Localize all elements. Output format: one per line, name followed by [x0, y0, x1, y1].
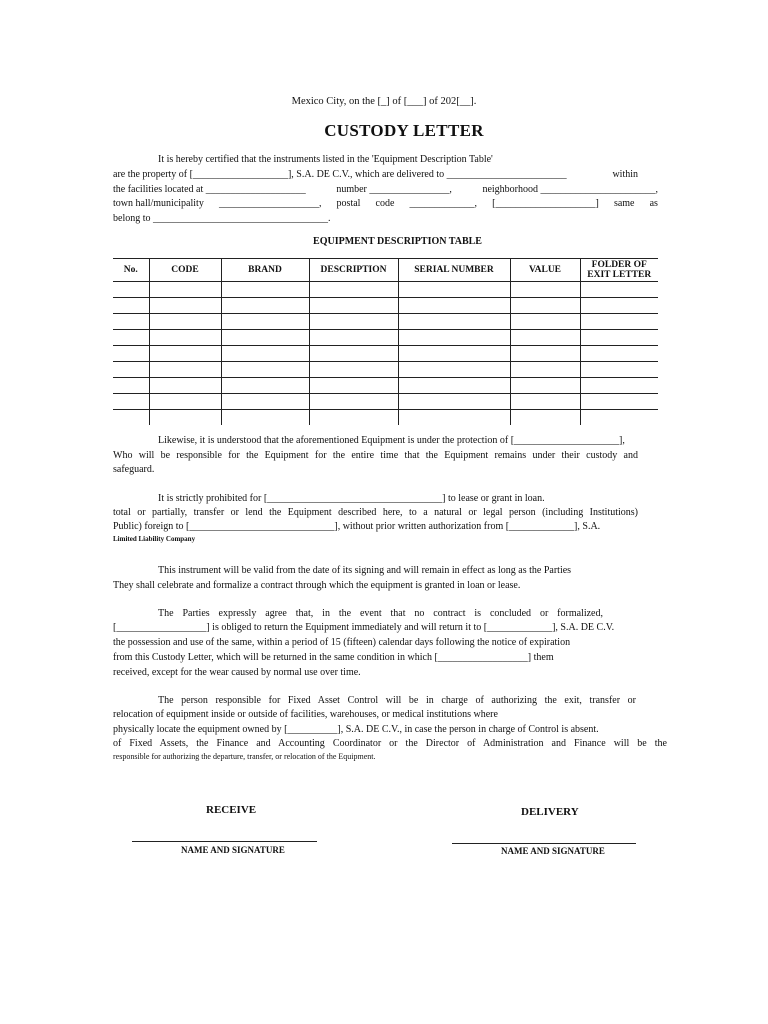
return-line-4: from this Custody Letter, which will be returned in the same condition in which [__________________] them	[113, 652, 554, 663]
table-cell	[510, 330, 580, 346]
table-row	[113, 282, 658, 298]
protection-line-1: Likewise, it is understood that the aforementioned Equipment is under the protection of [_____________________],	[158, 435, 625, 446]
intro-line-4-f: [____________________]	[492, 198, 599, 209]
limited-liability-note: Limited Liability Company	[113, 535, 196, 543]
table-cell	[510, 362, 580, 378]
table-cell	[221, 330, 309, 346]
intro-line-4-a: town hall/municipality	[113, 198, 204, 209]
table-cell	[309, 330, 398, 346]
table-cell	[398, 394, 510, 410]
table-cell	[398, 282, 510, 298]
table-cell	[580, 298, 658, 314]
table-cell	[221, 346, 309, 362]
table-cell	[398, 378, 510, 394]
intro-line-2	[113, 168, 638, 181]
intro-line-4-e: _____________,	[409, 198, 478, 209]
table-cell	[309, 410, 398, 426]
table-cell	[149, 394, 221, 410]
table-row	[113, 314, 658, 330]
table-cell	[580, 330, 658, 346]
header-description: DESCRIPTION	[309, 259, 398, 282]
intro-line-4-c: postal	[336, 198, 361, 209]
header-folder: FOLDER OF EXIT LETTER	[580, 259, 658, 282]
header-value: VALUE	[510, 259, 580, 282]
table-cell	[221, 298, 309, 314]
table-body	[113, 282, 658, 426]
table-row	[113, 330, 658, 346]
prohibition-line-2: total or partially, transfer or lend the Equipment described here, to a natural or legal person (including Institutions)	[113, 507, 638, 518]
table-cell	[580, 314, 658, 330]
protection-line-3: safeguard.	[113, 464, 155, 475]
intro-line-4	[113, 197, 658, 210]
control-line-3: physically locate the equipment owned by [__________], S.A. DE C.V., in case the person in charge of Control is absent.	[113, 724, 599, 735]
table-cell	[580, 410, 658, 426]
table-cell	[149, 362, 221, 378]
table-cell	[510, 282, 580, 298]
table-cell	[149, 346, 221, 362]
intro-line-5: belong to ___________________________________.	[113, 213, 331, 224]
receive-signature-line	[132, 841, 317, 842]
return-line-2: [__________________] is obliged to return the Equipment immediately and will return it to [_____________], S.A. DE C.V.	[113, 622, 615, 633]
table-row	[113, 394, 658, 410]
table-cell	[580, 394, 658, 410]
intro-line-4-b: ____________________,	[218, 198, 322, 209]
table-cell	[113, 282, 149, 298]
return-line-3: the possession and use of the same, within a period of 15 (fifteen) calendar days following the notice of expiration	[113, 637, 571, 648]
intro-line-3-c: neighborhood _______________________,	[482, 184, 658, 195]
table-cell	[510, 298, 580, 314]
table-cell	[149, 314, 221, 330]
receive-name-label: NAME AND SIGNATURE	[181, 845, 285, 855]
intro-line-4-g: same	[613, 198, 635, 209]
prohibition-line-3: Public) foreign to [_____________________________], without prior written authorization from [_____________], S.A.	[113, 521, 601, 532]
intro-line-1: It is hereby certified that the instruments listed in the 'Equipment Description Table'	[158, 154, 493, 165]
intro-line-2-text: are the property of [___________________], S.A. DE C.V., which are delivered to ________________________	[113, 169, 567, 180]
table-cell	[510, 410, 580, 426]
table-cell	[580, 378, 658, 394]
table-cell	[309, 346, 398, 362]
table-cell	[398, 362, 510, 378]
delivery-name-label: NAME AND SIGNATURE	[501, 846, 605, 856]
intro-line-4-h: as	[649, 198, 658, 209]
table-cell	[113, 394, 149, 410]
table-cell	[398, 314, 510, 330]
table-cell	[309, 298, 398, 314]
table-cell	[149, 378, 221, 394]
table-cell	[398, 346, 510, 362]
table-cell	[309, 394, 398, 410]
table-cell	[221, 362, 309, 378]
table-row	[113, 362, 658, 378]
table-row	[113, 346, 658, 362]
table-cell	[113, 298, 149, 314]
intro-line-3	[113, 183, 658, 196]
validity-line-2: They shall celebrate and formalize a contract through which the equipment is granted in loan or lease.	[113, 580, 521, 591]
table-cell	[510, 314, 580, 330]
table-cell	[510, 378, 580, 394]
validity-line-1: This instrument will be valid from the date of its signing and will remain in effect as long as the Parties	[158, 565, 572, 576]
header-no: No.	[113, 259, 149, 282]
table-cell	[510, 346, 580, 362]
intro-line-3-b: number ________________,	[336, 184, 452, 195]
table-cell	[113, 410, 149, 426]
table-cell	[580, 346, 658, 362]
table-cell	[113, 330, 149, 346]
intro-line-4-d: code	[375, 198, 395, 209]
table-cell	[221, 410, 309, 426]
table-title: EQUIPMENT DESCRIPTION TABLE	[313, 236, 482, 247]
table-cell	[580, 362, 658, 378]
table-cell	[113, 362, 149, 378]
table-cell	[221, 314, 309, 330]
equipment-table	[113, 258, 658, 425]
table-row	[113, 298, 658, 314]
table-cell	[398, 330, 510, 346]
control-line-4: of Fixed Assets, the Finance and Accounting Coordinator or the Director of Administration and Finance will be the	[113, 738, 667, 749]
control-line-1: The person responsible for Fixed Asset Control will be in charge of authorizing the exit, transfer or	[158, 695, 636, 706]
table-cell	[113, 346, 149, 362]
control-line-2: relocation of equipment inside or outside of facilities, warehouses, or medical institutions where	[113, 709, 498, 720]
prohibition-line-1: It is strictly prohibited for [___________________________________] to lease or grant in loan.	[158, 493, 545, 504]
table-cell	[221, 394, 309, 410]
table-row	[113, 378, 658, 394]
document-title: CUSTODY LETTER	[324, 121, 484, 140]
intro-line-3-a: the facilities located at ____________________	[113, 184, 306, 195]
table-cell	[510, 394, 580, 410]
table-cell	[221, 282, 309, 298]
table-cell	[221, 378, 309, 394]
table-cell	[149, 298, 221, 314]
intro-line-2-end: within	[612, 169, 638, 180]
table-cell	[309, 282, 398, 298]
table-cell	[113, 314, 149, 330]
delivery-heading: DELIVERY	[521, 806, 579, 818]
date-line: Mexico City, on the [_] of [___] of 202[__].	[291, 96, 477, 107]
control-line-5: responsible for authorizing the departure, transfer, or relocation of the Equipment.	[113, 752, 376, 761]
table-cell	[398, 298, 510, 314]
return-line-1: The Parties expressly agree that, in the event that no contract is concluded or formalized,	[158, 608, 603, 619]
table-cell	[309, 314, 398, 330]
receive-heading: RECEIVE	[206, 804, 257, 816]
table-cell	[149, 410, 221, 426]
return-line-5: received, except for the wear caused by normal use over time.	[113, 667, 361, 678]
table-row	[113, 410, 658, 426]
table-cell	[149, 330, 221, 346]
table-cell	[309, 378, 398, 394]
table-cell	[113, 378, 149, 394]
header-brand: BRAND	[221, 259, 309, 282]
header-serial-number: SERIAL NUMBER	[398, 259, 510, 282]
delivery-signature-line	[452, 843, 636, 844]
table-header-row	[113, 259, 658, 282]
protection-line-2: Who will be responsible for the Equipment for the entire time that the Equipment remains under their custody and	[113, 450, 638, 461]
table-cell	[398, 410, 510, 426]
header-code: CODE	[149, 259, 221, 282]
table-cell	[309, 362, 398, 378]
table-cell	[149, 282, 221, 298]
table-cell	[580, 282, 658, 298]
